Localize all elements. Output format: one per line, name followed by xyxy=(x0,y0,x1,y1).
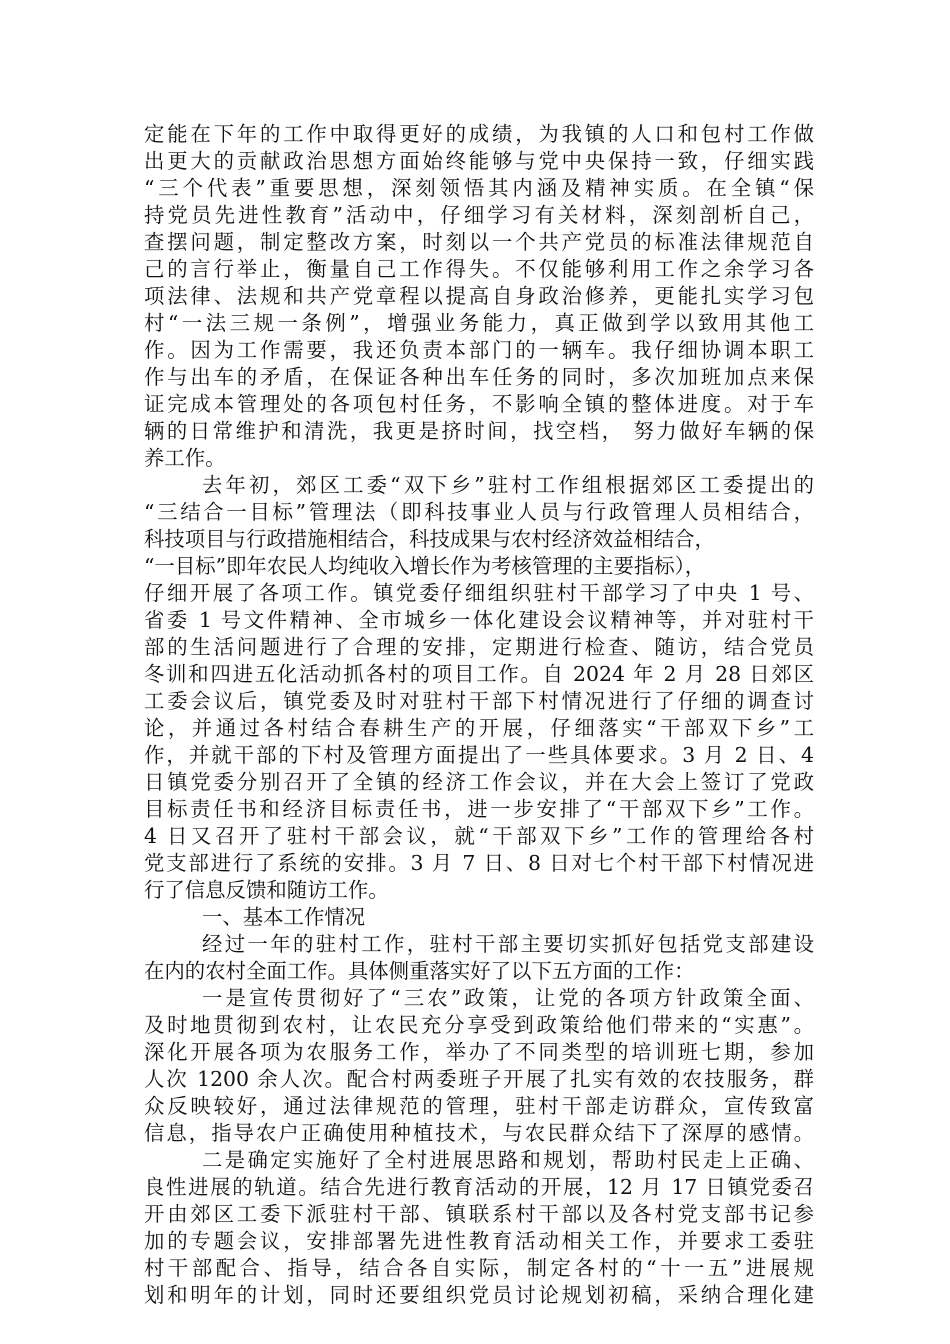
text-line: 目标责任书和经济目标责任书，进一步安排了“干部双下乡”工作。 xyxy=(144,797,814,821)
text-line: 证完成本管理处的各项包村任务，不影响全镇的整体进度。对于车 xyxy=(144,392,814,416)
text-line: 作，并就干部的下村及管理方面提出了一些具体要求。3 月 2 日、4 xyxy=(144,743,814,767)
text-line: 信息，指导农户正确使用种植技术，与农民群众结下了深厚的感情。 xyxy=(144,1121,814,1145)
paragraph-first-line: 一是宣传贯彻好了“三农”政策，让党的各项方针政策全面、 xyxy=(202,986,814,1010)
text-line: 深化开展各项为农服务工作，举办了不同类型的培训班七期，参加 xyxy=(144,1040,814,1064)
text-line: 省委 1 号文件精神、全市城乡一体化建设会议精神等，并对驻村干 xyxy=(144,608,814,632)
text-line: 定能在下年的工作中取得更好的成绩，为我镇的人口和包村工作做 xyxy=(144,122,814,146)
paragraph-first-line: 经过一年的驻村工作，驻村干部主要切实抓好包括党支部建设 xyxy=(202,932,814,956)
section-heading: 一、基本工作情况 xyxy=(202,905,366,929)
text-line: 持党员先进性教育”活动中，仔细学习有关材料，深刻剖析自己， xyxy=(144,203,814,227)
document-page xyxy=(144,121,814,1309)
text-line: 工委会议后，镇党委及时对驻村干部下村情况进行了仔细的调查讨 xyxy=(144,689,814,713)
text-line: “一目标”即年农民人均纯收入增长作为考核管理的主要指标）， xyxy=(144,554,706,578)
text-line: 人次 1200 余人次。配合村两委班子开展了扎实有效的农技服务，群 xyxy=(144,1067,814,1091)
text-line: “三个代表”重要思想，深刻领悟其内涵及精神实质。在全镇“保 xyxy=(144,176,814,200)
paragraph-first-line: 二是确定实施好了全村进展思路和规划，帮助村民走上正确、 xyxy=(202,1148,814,1172)
text-line: 在内的农村全面工作。具体侧重落实好了以下五方面的工作： xyxy=(144,959,695,983)
text-line: 村“一法三规一条例”，增强业务能力，真正做到学以致用其他工 xyxy=(144,311,814,335)
paragraph-first-line: 去年初，郊区工委“双下乡”驻村工作组根据郊区工委提出的 xyxy=(202,473,814,497)
text-line: 项法律、法规和共产党章程以提高自身政治修养，更能扎实学习包 xyxy=(144,284,814,308)
text-line: 作。因为工作需要，我还负责本部门的一辆车。我仔细协调本职工 xyxy=(144,338,814,362)
text-line: 出更大的贡献政治思想方面始终能够与党中央保持一致，仔细实践 xyxy=(144,149,814,173)
text-line: 党支部进行了系统的安排。3 月 7 日、8 日对七个村干部下村情况进 xyxy=(144,851,814,875)
text-line: 部的生活问题进行了合理的安排，定期进行检查、随访，结合党员 xyxy=(144,635,814,659)
text-line: “三结合一目标”管理法（即科技事业人员与行政管理人员相结合， xyxy=(144,500,814,524)
text-line: 作与出车的矛盾，在保证各种出车任务的同时，多次加班加点来保 xyxy=(144,365,814,389)
text-line: 养工作。 xyxy=(144,446,226,470)
text-line: 辆的日常维护和清洗，我更是挤时间，找空档， 努力做好车辆的保 xyxy=(144,419,814,443)
text-line: 仔细开展了各项工作。镇党委仔细组织驻村干部学习了中央 1 号、 xyxy=(144,581,814,605)
text-line: 划和明年的计划，同时还要组织党员讨论规划初稿，采纳合理化建 xyxy=(144,1283,814,1307)
text-line: 查摆问题，制定整改方案，时刻以一个共产党员的标准法律规范自 xyxy=(144,230,814,254)
text-line: 4 日又召开了驻村干部会议，就“干部双下乡”工作的管理给各村 xyxy=(144,824,814,848)
text-line: 科技项目与行政措施相结合，科技成果与农村经济效益相结合， xyxy=(144,527,715,551)
text-line: 论，并通过各村结合春耕生产的开展，仔细落实“干部双下乡”工 xyxy=(144,716,814,740)
text-line: 及时地贯彻到农村，让农民充分享受到政策给他们带来的“实惠”。 xyxy=(144,1013,814,1037)
text-line: 众反映较好，通过法律规范的管理，驻村干部走访群众，宣传致富 xyxy=(144,1094,814,1118)
text-line: 加的专题会议，安排部署先进性教育活动相关工作，并要求工委驻 xyxy=(144,1229,814,1253)
text-line: 日镇党委分别召开了全镇的经济工作会议，并在大会上签订了党政 xyxy=(144,770,814,794)
text-line: 村干部配合、指导，结合各自实际，制定各村的“十一五”进展规 xyxy=(144,1256,814,1280)
text-line: 行了信息反馈和随访工作。 xyxy=(144,878,389,902)
text-line: 开由郊区工委下派驻村干部、镇联系村干部以及各村党支部书记参 xyxy=(144,1202,814,1226)
text-line: 冬训和四进五化活动抓各村的项目工作。自 2024 年 2 月 28 日郊区 xyxy=(144,662,814,686)
text-line: 己的言行举止，衡量自己工作得失。不仅能够利用工作之余学习各 xyxy=(144,257,814,281)
text-line: 良性进展的轨道。结合先进行教育活动的开展，12 月 17 日镇党委召 xyxy=(144,1175,814,1199)
